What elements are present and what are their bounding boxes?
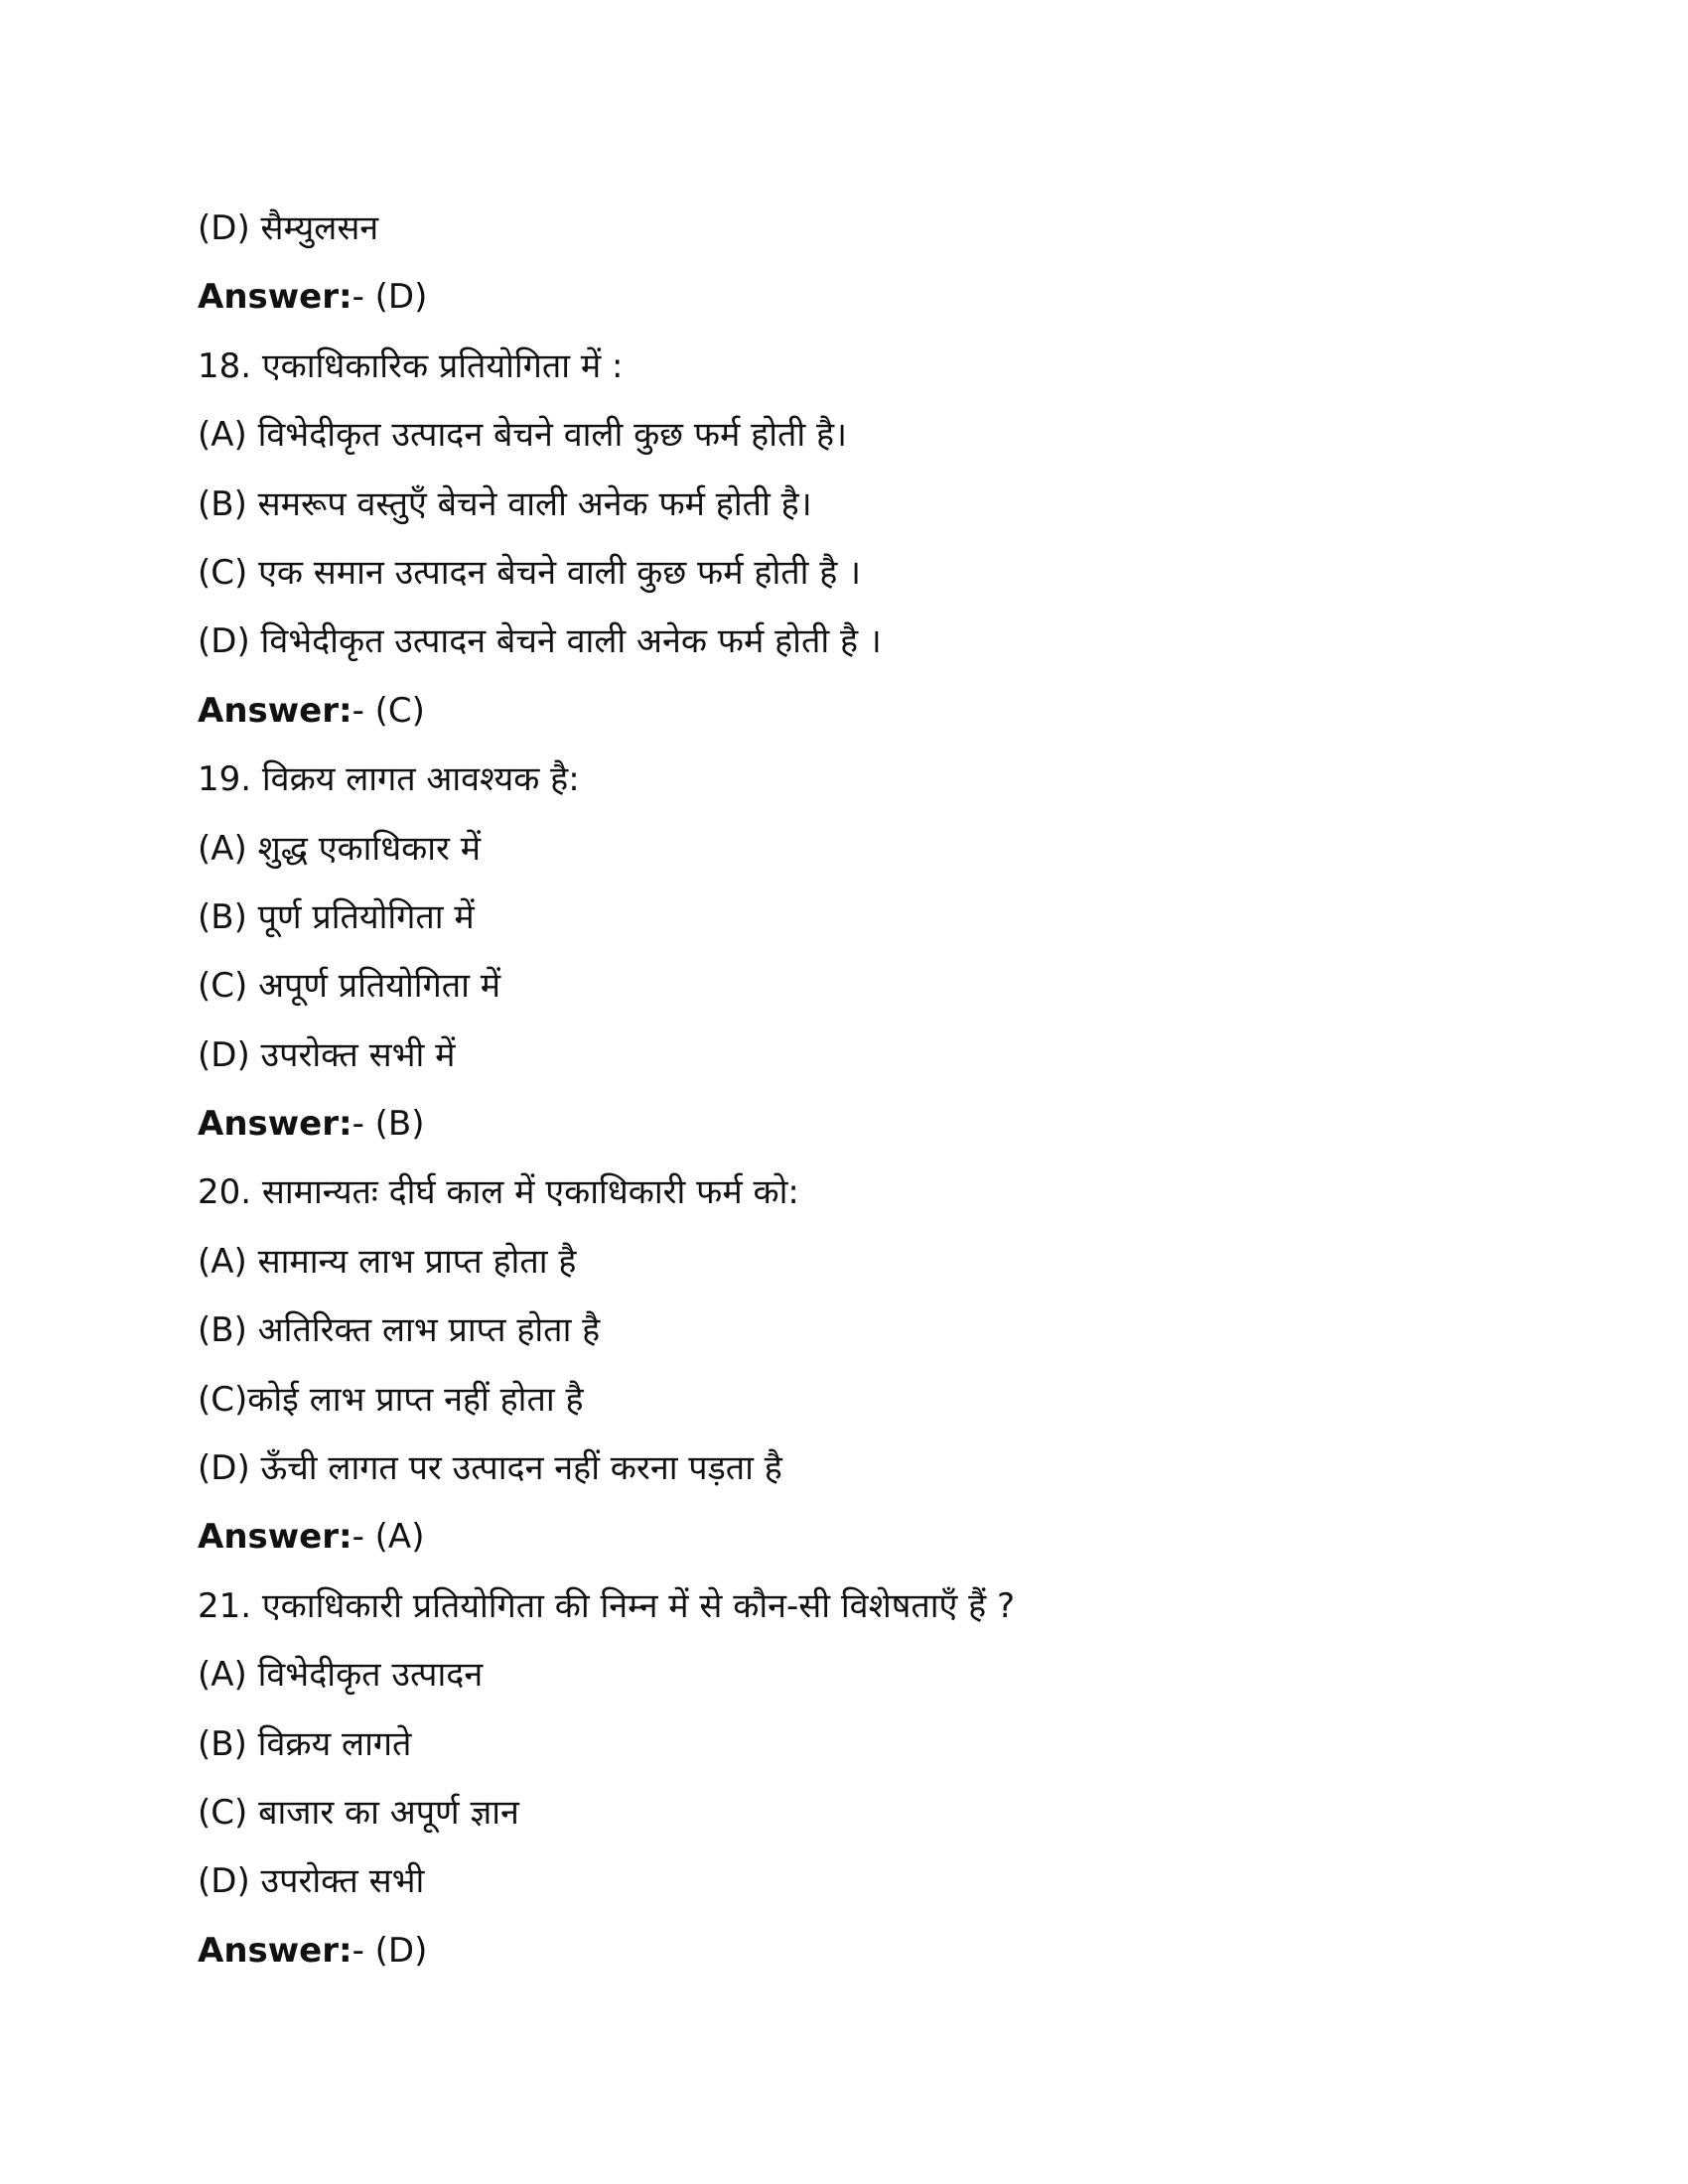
question-text: 19. विक्रय लागत आवश्यक है: — [198, 759, 580, 800]
option-text: (A) शुद्ध एकाधिकार में — [198, 828, 482, 869]
answer-label: Answer: — [198, 1104, 352, 1145]
option-text: (A) विभेदीकृत उत्पादन — [198, 1655, 484, 1696]
option-text: (C) बाजार का अपूर्ण ज्ञान — [198, 1792, 519, 1833]
option-text: (D) उपरोक्त सभी — [198, 1861, 425, 1902]
answer-label: Answer: — [198, 277, 352, 318]
option-text: (B) विक्रय लागते — [198, 1723, 412, 1764]
option-text: (C) अपूर्ण प्रतियोगिता में — [198, 966, 501, 1007]
answer-line — [198, 263, 1508, 332]
option-text: (A) विभेदीकृत उत्पादन बेचने वाली कुछ फर्म होती है। — [198, 415, 847, 456]
question-text: 18. एकाधिकारिक प्रतियोगिता में : — [198, 345, 624, 386]
option-text: (C) एक समान उत्पादन बेचने वाली कुछ फर्म होती है । — [198, 552, 862, 593]
answer-label: Answer: — [198, 1930, 352, 1971]
option-text: (A) सामान्य लाभ प्राप्त होता है — [198, 1241, 577, 1282]
answer-line — [198, 1503, 1508, 1571]
option-text: (D) विभेदीकृत उत्पादन बेचने वाली अनेक फर्म होती है । — [198, 621, 882, 662]
option-text: (B) समरूप वस्तुएँ बेचने वाली अनेक फर्म होती है। — [198, 483, 812, 524]
answer-line — [198, 1090, 1508, 1159]
question-list — [198, 195, 1508, 1985]
option-text: (B) पूर्ण प्रतियोगिता में — [198, 896, 475, 937]
option-text: (D) उपरोक्त सभी में — [198, 1034, 456, 1075]
option-text: (C)कोई लाभ प्राप्त नहीं होता है — [198, 1379, 584, 1420]
answer-label: Answer: — [198, 1517, 352, 1558]
answer-value: - (D) — [352, 1930, 428, 1971]
option-text: (D) ऊँची लागत पर उत्पादन नहीं करना पड़ता है — [198, 1448, 782, 1489]
option-text: (B) अतिरिक्त लाभ प्राप्त होता है — [198, 1310, 601, 1351]
option-text: (D) सैम्युलसन — [198, 208, 379, 248]
answer-value: - (C) — [352, 690, 425, 731]
question-text: 20. सामान्यतः दीर्घ काल में एकाधिकारी फर्म को: — [198, 1172, 799, 1213]
answer-line — [198, 677, 1508, 746]
question-text: 21. एकाधिकारी प्रतियोगिता की निम्न में से कौन-सी विशेषताएँ हैं ? — [198, 1585, 1016, 1626]
answer-value: - (B) — [352, 1104, 425, 1145]
answer-value: - (D) — [352, 277, 428, 318]
answer-value: - (A) — [352, 1517, 425, 1558]
answer-line — [198, 1917, 1508, 1985]
answer-label: Answer: — [198, 690, 352, 731]
